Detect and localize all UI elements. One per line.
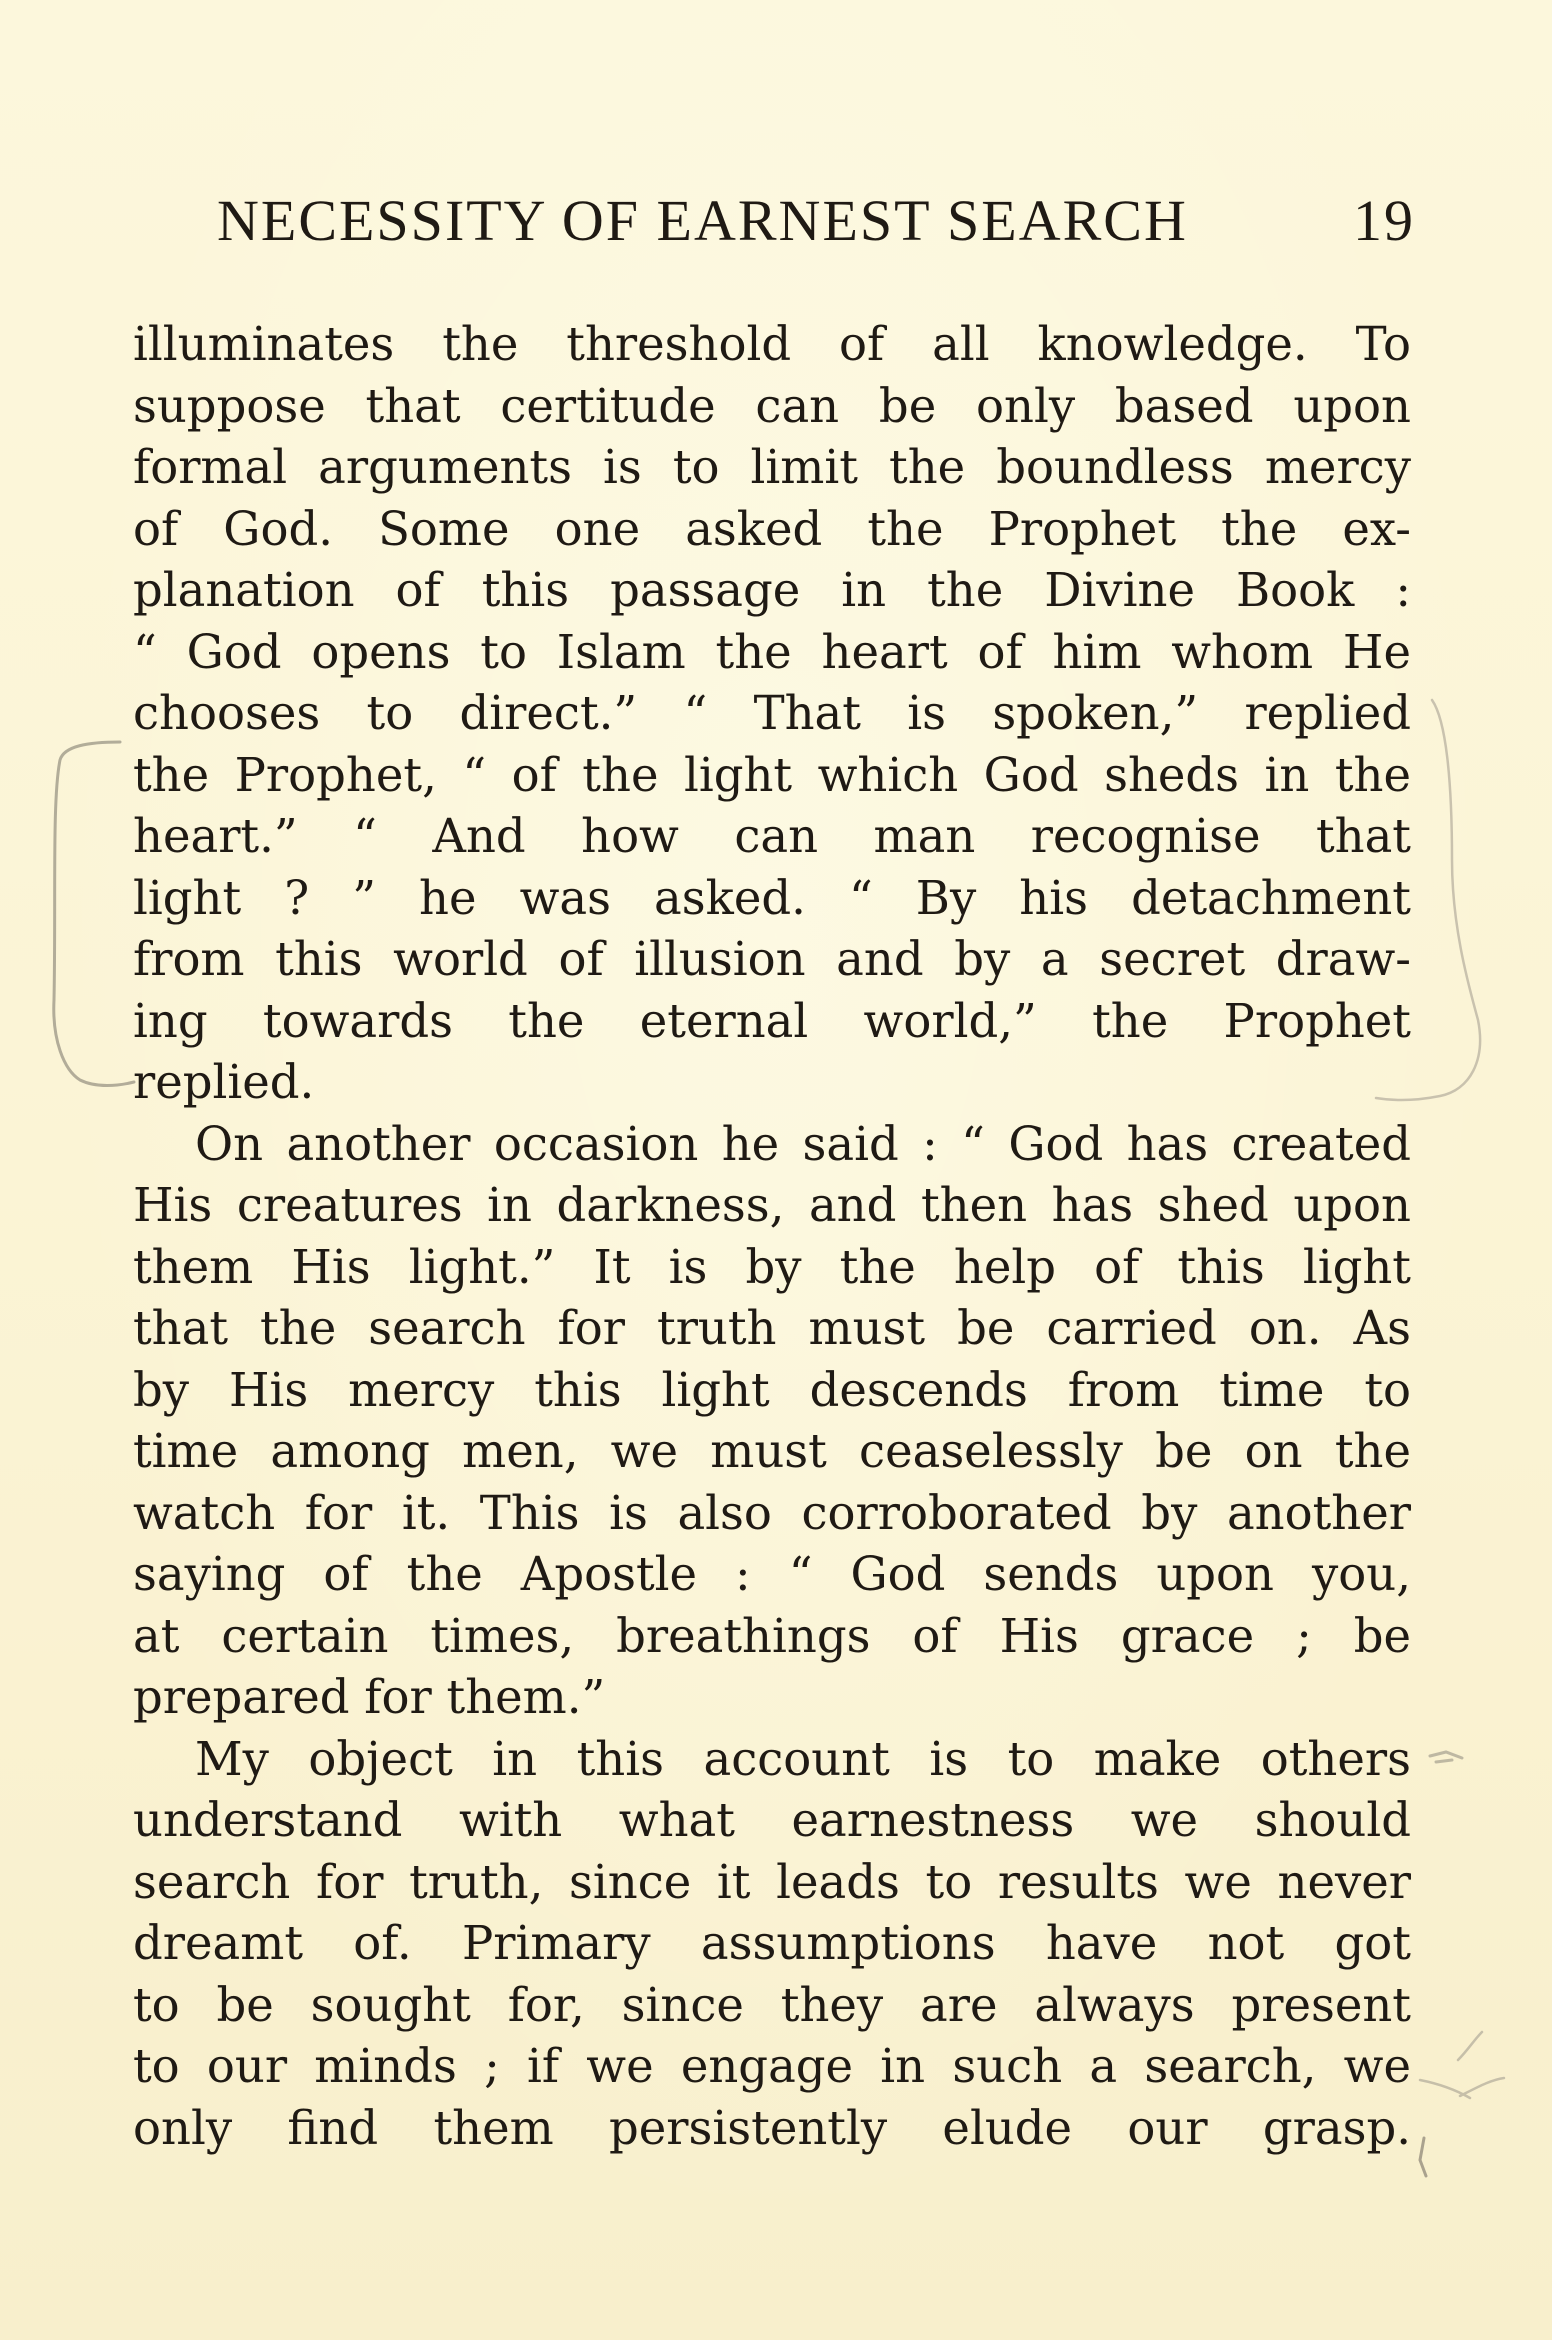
running-head [135, 186, 1415, 256]
text-line: by His mercy this light descends from time to [133, 1362, 1411, 1417]
text-line: formal arguments is to limit the boundless mercy [133, 440, 1411, 494]
text-line: dreamt of. Primary assumptions have not got [133, 1916, 1411, 1970]
text-line: understand with what earnestness we should [133, 1793, 1411, 1847]
text-line: that the search for truth must be carried on. As [133, 1301, 1411, 1355]
text-line: His creatures in darkness, and then has shed upon [133, 1178, 1411, 1232]
text-line: prepared for them.” [133, 1670, 606, 1724]
text-line: illuminates the threshold of all knowledge. To [133, 317, 1411, 371]
text-line: to our minds ; if we engage in such a search, we [133, 2039, 1411, 2093]
text-line: replied. [133, 1055, 315, 1109]
pencil-end-mark [1420, 2138, 1426, 2176]
body-text [133, 314, 1411, 2159]
text-line: heart.” “ And how can man recognise that [133, 809, 1411, 863]
text-line: ing towards the eternal world,” the Prophet [133, 993, 1411, 1048]
text-line: them His light.” It is by the help of this light [133, 1239, 1411, 1294]
pencil-bracket-left [54, 742, 134, 1086]
text-line: time among men, we must ceaselessly be on the [133, 1424, 1411, 1478]
pencil-tick-mark [1430, 1752, 1462, 1762]
running-head-title: NECESSITY OF EARNEST SEARCH [217, 188, 1188, 253]
text-line: the Prophet, “ of the light which God sheds in the [133, 747, 1411, 802]
text-line: watch for it. This is also corroborated by another [133, 1485, 1411, 1540]
text-line: at certain times, breathings of His grace ; be [133, 1608, 1411, 1663]
text-line: only find them persistently elude our grasp. [133, 2100, 1411, 2155]
text-line: saying of the Apostle : “ God sends upon you, [133, 1547, 1411, 1601]
text-line: light ? ” he was asked. “ By his detachment [133, 870, 1411, 925]
pencil-scribble [1420, 2032, 1504, 2098]
text-line: search for truth, since it leads to results we never [133, 1854, 1411, 1909]
text-line: On another occasion he said : “ God has created [195, 1116, 1411, 1171]
text-line: planation of this passage in the Divine Book : [133, 563, 1411, 617]
text-line: from this world of illusion and by a secret draw- [133, 932, 1411, 986]
text-line: “ God opens to Islam the heart of him whom He [133, 624, 1411, 679]
text-line: My object in this account is to make others [195, 1731, 1411, 1786]
page-number: 19 [1353, 188, 1415, 253]
text-line: suppose that certitude can be only based upon [133, 378, 1411, 433]
text-line: chooses to direct.” “ That is spoken,” replied [133, 686, 1411, 740]
text-line: of God. Some one asked the Prophet the ex- [133, 501, 1411, 556]
text-line: to be sought for, since they are always present [133, 1977, 1411, 2032]
